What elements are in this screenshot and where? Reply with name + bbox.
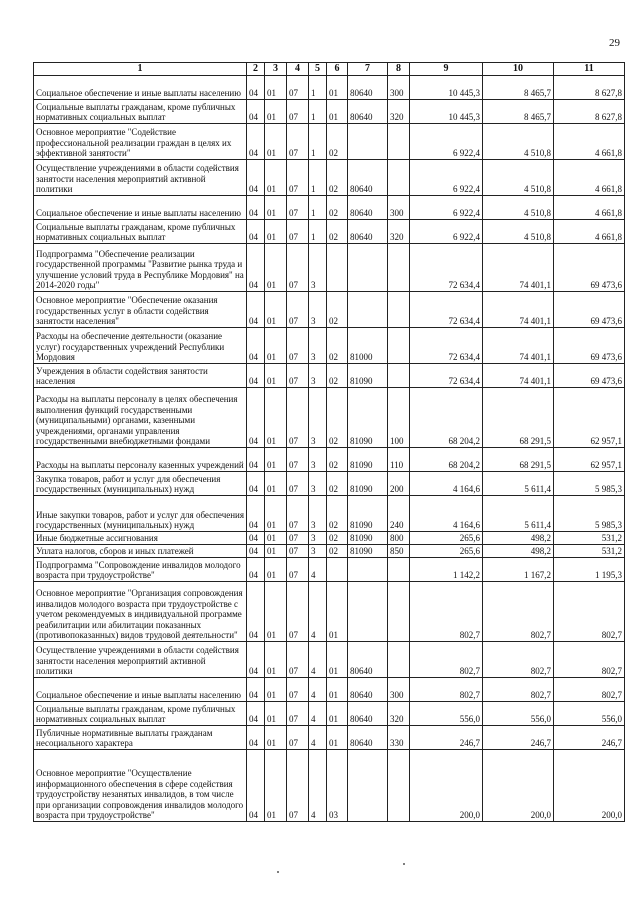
- code-cell: 07: [287, 364, 309, 388]
- code-cell: [388, 292, 410, 328]
- header-cell: 3: [265, 63, 287, 76]
- code-cell: [348, 558, 388, 582]
- code-cell: 1: [309, 160, 327, 196]
- code-cell: 07: [287, 726, 309, 750]
- code-cell: 80640: [348, 100, 388, 124]
- code-cell: 01: [265, 496, 287, 532]
- code-cell: 3: [309, 545, 327, 558]
- code-cell: 01: [327, 642, 348, 678]
- code-cell: 80640: [348, 220, 388, 244]
- code-cell: 01: [265, 642, 287, 678]
- code-cell: 07: [287, 196, 309, 220]
- code-cell: [327, 558, 348, 582]
- code-cell: 300: [388, 678, 410, 702]
- code-cell: 320: [388, 100, 410, 124]
- code-cell: 4: [309, 558, 327, 582]
- code-cell: [388, 582, 410, 642]
- code-cell: [388, 642, 410, 678]
- value-cell: 8 627,8: [554, 76, 625, 100]
- value-cell: 5 611,4: [483, 496, 554, 532]
- table-row: [34, 582, 625, 642]
- code-cell: 80640: [348, 76, 388, 100]
- code-cell: 01: [327, 702, 348, 726]
- code-cell: 07: [287, 642, 309, 678]
- code-cell: 04: [247, 196, 265, 220]
- row-name-cell: Основное мероприятие "Осуществление информационного обеспечения в сфере содействия трудоустройству незанятых инвалидов, в том числе при организации сопровождения инвалидов молодого возраста при трудоустройстве": [34, 750, 247, 822]
- code-cell: 04: [247, 448, 265, 472]
- code-cell: 4: [309, 702, 327, 726]
- code-cell: 07: [287, 220, 309, 244]
- value-cell: 5 985,3: [554, 496, 625, 532]
- code-cell: 07: [287, 388, 309, 448]
- code-cell: 81090: [348, 364, 388, 388]
- table-row: [34, 750, 625, 822]
- code-cell: 3: [309, 388, 327, 448]
- code-cell: 02: [327, 545, 348, 558]
- value-cell: 4 510,8: [483, 160, 554, 196]
- value-cell: 72 634,4: [410, 292, 483, 328]
- code-cell: 01: [327, 726, 348, 750]
- value-cell: 74 401,1: [483, 364, 554, 388]
- code-cell: 02: [327, 328, 348, 364]
- code-cell: 01: [265, 702, 287, 726]
- code-cell: 4: [309, 678, 327, 702]
- code-cell: 07: [287, 244, 309, 292]
- code-cell: 850: [388, 545, 410, 558]
- value-cell: 246,7: [410, 726, 483, 750]
- value-cell: 6 922,4: [410, 196, 483, 220]
- code-cell: 01: [265, 100, 287, 124]
- value-cell: 68 204,2: [410, 448, 483, 472]
- code-cell: 03: [327, 750, 348, 822]
- code-cell: [348, 292, 388, 328]
- code-cell: 80640: [348, 196, 388, 220]
- value-cell: 72 634,4: [410, 364, 483, 388]
- table-row: [34, 496, 625, 532]
- table-row: [34, 388, 625, 448]
- value-cell: 74 401,1: [483, 244, 554, 292]
- code-cell: 320: [388, 220, 410, 244]
- value-cell: 556,0: [410, 702, 483, 726]
- code-cell: 1: [309, 76, 327, 100]
- code-cell: [388, 124, 410, 160]
- row-name-cell: Закупка товаров, работ и услуг для обеспечения государственных (муниципальных) нужд: [34, 472, 247, 496]
- code-cell: 07: [287, 496, 309, 532]
- code-cell: 01: [265, 448, 287, 472]
- value-cell: 802,7: [410, 582, 483, 642]
- code-cell: [388, 328, 410, 364]
- row-name-cell: Уплата налогов, сборов и иных платежей: [34, 545, 247, 558]
- value-cell: 531,2: [554, 545, 625, 558]
- code-cell: 1: [309, 196, 327, 220]
- code-cell: 81090: [348, 448, 388, 472]
- value-cell: 69 473,6: [554, 244, 625, 292]
- code-cell: 81090: [348, 496, 388, 532]
- value-cell: 531,2: [554, 532, 625, 545]
- code-cell: 01: [265, 558, 287, 582]
- row-name-cell: Социальное обеспечение и иные выплаты населению: [34, 678, 247, 702]
- code-cell: 04: [247, 292, 265, 328]
- code-cell: 81090: [348, 545, 388, 558]
- code-cell: 02: [327, 220, 348, 244]
- value-cell: 62 957,1: [554, 448, 625, 472]
- code-cell: 01: [327, 678, 348, 702]
- code-cell: [388, 160, 410, 196]
- value-cell: 802,7: [410, 678, 483, 702]
- code-cell: 02: [327, 160, 348, 196]
- table-row: [34, 545, 625, 558]
- code-cell: 04: [247, 750, 265, 822]
- table-row: [34, 292, 625, 328]
- code-cell: [388, 750, 410, 822]
- code-cell: 04: [247, 496, 265, 532]
- code-cell: 02: [327, 388, 348, 448]
- table-row: [34, 702, 625, 726]
- code-cell: 240: [388, 496, 410, 532]
- code-cell: 80640: [348, 726, 388, 750]
- value-cell: 265,6: [410, 532, 483, 545]
- code-cell: 02: [327, 292, 348, 328]
- header-cell: 11: [554, 63, 625, 76]
- value-cell: 10 445,3: [410, 100, 483, 124]
- value-cell: 200,0: [554, 750, 625, 822]
- header-cell: 4: [287, 63, 309, 76]
- header-cell: 2: [247, 63, 265, 76]
- value-cell: 5 985,3: [554, 472, 625, 496]
- code-cell: 100: [388, 388, 410, 448]
- table-row: [34, 76, 625, 100]
- value-cell: 802,7: [483, 642, 554, 678]
- value-cell: 4 661,8: [554, 160, 625, 196]
- value-cell: 68 291,5: [483, 448, 554, 472]
- code-cell: 01: [265, 160, 287, 196]
- code-cell: 04: [247, 76, 265, 100]
- value-cell: 8 627,8: [554, 100, 625, 124]
- code-cell: 80640: [348, 642, 388, 678]
- code-cell: 01: [265, 750, 287, 822]
- code-cell: 01: [265, 726, 287, 750]
- code-cell: 81090: [348, 388, 388, 448]
- code-cell: 110: [388, 448, 410, 472]
- table-row: [34, 642, 625, 678]
- code-cell: 07: [287, 532, 309, 545]
- code-cell: 01: [265, 532, 287, 545]
- code-cell: 04: [247, 472, 265, 496]
- row-name-cell: Социальные выплаты гражданам, кроме публичных нормативных социальных выплат: [34, 100, 247, 124]
- table-row: [34, 472, 625, 496]
- code-cell: 04: [247, 364, 265, 388]
- code-cell: 80640: [348, 678, 388, 702]
- value-cell: 4 661,8: [554, 124, 625, 160]
- row-name-cell: Расходы на обеспечение деятельности (оказание услуг) государственных учреждений Республики Мордовия: [34, 328, 247, 364]
- code-cell: 02: [327, 532, 348, 545]
- value-cell: 6 922,4: [410, 124, 483, 160]
- header-cell: 1: [34, 63, 247, 76]
- value-cell: 4 510,8: [483, 124, 554, 160]
- table-row: [34, 160, 625, 196]
- scan-speck: [277, 871, 279, 873]
- code-cell: 07: [287, 558, 309, 582]
- code-cell: 02: [327, 196, 348, 220]
- code-cell: 01: [265, 244, 287, 292]
- header-row: [34, 63, 625, 76]
- header-cell: 7: [348, 63, 388, 76]
- value-cell: 802,7: [483, 678, 554, 702]
- code-cell: 04: [247, 532, 265, 545]
- table-row: [34, 558, 625, 582]
- code-cell: 04: [247, 124, 265, 160]
- code-cell: 01: [265, 124, 287, 160]
- row-name-cell: Основное мероприятие "Содействие профессиональной реализации граждан в целях их эффективной занятости": [34, 124, 247, 160]
- value-cell: 74 401,1: [483, 328, 554, 364]
- code-cell: 02: [327, 496, 348, 532]
- row-name-cell: Основное мероприятие "Обеспечение оказания государственных услуг в области содействия занятости населения": [34, 292, 247, 328]
- value-cell: 72 634,4: [410, 244, 483, 292]
- code-cell: 3: [309, 328, 327, 364]
- code-cell: 04: [247, 100, 265, 124]
- row-name-cell: Учреждения в области содействия занятости населения: [34, 364, 247, 388]
- code-cell: [388, 244, 410, 292]
- row-name-cell: Социальные выплаты гражданам, кроме публичных нормативных социальных выплат: [34, 702, 247, 726]
- code-cell: 02: [327, 364, 348, 388]
- value-cell: 4 661,8: [554, 196, 625, 220]
- code-cell: 4: [309, 642, 327, 678]
- row-name-cell: Публичные нормативные выплаты гражданам несоциального характера: [34, 726, 247, 750]
- scan-speck: [403, 863, 405, 865]
- code-cell: 04: [247, 642, 265, 678]
- value-cell: 4 164,6: [410, 496, 483, 532]
- code-cell: 81090: [348, 532, 388, 545]
- table-row: [34, 364, 625, 388]
- code-cell: [388, 364, 410, 388]
- table-row: [34, 244, 625, 292]
- code-cell: 07: [287, 160, 309, 196]
- code-cell: 04: [247, 220, 265, 244]
- value-cell: 4 661,8: [554, 220, 625, 244]
- value-cell: 498,2: [483, 532, 554, 545]
- value-cell: 62 957,1: [554, 388, 625, 448]
- code-cell: 4: [309, 750, 327, 822]
- header-cell: 5: [309, 63, 327, 76]
- code-cell: 04: [247, 388, 265, 448]
- code-cell: 04: [247, 545, 265, 558]
- code-cell: [348, 124, 388, 160]
- code-cell: 01: [327, 76, 348, 100]
- value-cell: 6 922,4: [410, 160, 483, 196]
- header-cell: 9: [410, 63, 483, 76]
- row-name-cell: Расходы на выплаты персоналу в целях обеспечения выполнения функций государственными (муниципальными) органами, казенными учреждениями, органами управления государственными внебюджетными фондами: [34, 388, 247, 448]
- value-cell: 556,0: [483, 702, 554, 726]
- value-cell: 200,0: [410, 750, 483, 822]
- value-cell: 4 164,6: [410, 472, 483, 496]
- code-cell: 07: [287, 582, 309, 642]
- table-row: [34, 100, 625, 124]
- code-cell: 07: [287, 702, 309, 726]
- code-cell: 3: [309, 496, 327, 532]
- value-cell: 802,7: [483, 582, 554, 642]
- code-cell: 04: [247, 558, 265, 582]
- table-row: [34, 220, 625, 244]
- code-cell: 81090: [348, 472, 388, 496]
- code-cell: 04: [247, 160, 265, 196]
- header-cell: 6: [327, 63, 348, 76]
- value-cell: 74 401,1: [483, 292, 554, 328]
- code-cell: 200: [388, 472, 410, 496]
- code-cell: 07: [287, 328, 309, 364]
- header-cell: 8: [388, 63, 410, 76]
- row-name-cell: Подпрограмма "Сопровождение инвалидов молодого возраста при трудоустройстве": [34, 558, 247, 582]
- header-cell: 10: [483, 63, 554, 76]
- code-cell: 04: [247, 678, 265, 702]
- table-body: [34, 63, 625, 822]
- code-cell: 02: [327, 472, 348, 496]
- row-name-cell: Иные закупки товаров, работ и услуг для обеспечения государственных (муниципальных) нужд: [34, 496, 247, 532]
- code-cell: 04: [247, 582, 265, 642]
- code-cell: 01: [265, 220, 287, 244]
- table-row: [34, 448, 625, 472]
- value-cell: 200,0: [483, 750, 554, 822]
- code-cell: 07: [287, 292, 309, 328]
- row-name-cell: Социальное обеспечение и иные выплаты населению: [34, 196, 247, 220]
- code-cell: 07: [287, 124, 309, 160]
- code-cell: 07: [287, 750, 309, 822]
- code-cell: 04: [247, 726, 265, 750]
- code-cell: 3: [309, 532, 327, 545]
- budget-table: [33, 62, 625, 822]
- code-cell: 4: [309, 726, 327, 750]
- row-name-cell: Расходы на выплаты персоналу казенных учреждений: [34, 448, 247, 472]
- code-cell: 02: [327, 448, 348, 472]
- code-cell: 4: [309, 582, 327, 642]
- row-name-cell: Социальное обеспечение и иные выплаты населению: [34, 76, 247, 100]
- code-cell: 01: [265, 76, 287, 100]
- code-cell: 01: [327, 582, 348, 642]
- code-cell: 04: [247, 244, 265, 292]
- value-cell: 802,7: [554, 582, 625, 642]
- code-cell: 01: [265, 472, 287, 496]
- value-cell: 68 291,5: [483, 388, 554, 448]
- row-name-cell: Основное мероприятие "Организация сопровождения инвалидов молодого возраста при трудоустройстве с учетом рекомендуемых в индивидуальной программе реабилитации или абилитации показанных (противопоказанных) видов трудовой деятельности": [34, 582, 247, 642]
- table-row: [34, 678, 625, 702]
- code-cell: 800: [388, 532, 410, 545]
- value-cell: 5 611,4: [483, 472, 554, 496]
- code-cell: [388, 558, 410, 582]
- value-cell: 8 465,7: [483, 76, 554, 100]
- code-cell: 04: [247, 702, 265, 726]
- code-cell: 07: [287, 100, 309, 124]
- code-cell: [327, 244, 348, 292]
- code-cell: 3: [309, 448, 327, 472]
- code-cell: 01: [265, 582, 287, 642]
- value-cell: 802,7: [410, 642, 483, 678]
- code-cell: 01: [265, 364, 287, 388]
- value-cell: 246,7: [554, 726, 625, 750]
- table-row: [34, 196, 625, 220]
- code-cell: 01: [265, 292, 287, 328]
- value-cell: 1 167,2: [483, 558, 554, 582]
- code-cell: 80640: [348, 702, 388, 726]
- code-cell: 02: [327, 124, 348, 160]
- code-cell: 3: [309, 472, 327, 496]
- value-cell: 69 473,6: [554, 328, 625, 364]
- value-cell: 1 195,3: [554, 558, 625, 582]
- value-cell: 4 510,8: [483, 196, 554, 220]
- table-row: [34, 328, 625, 364]
- value-cell: 10 445,3: [410, 76, 483, 100]
- code-cell: 01: [265, 388, 287, 448]
- code-cell: 330: [388, 726, 410, 750]
- value-cell: 246,7: [483, 726, 554, 750]
- code-cell: 81000: [348, 328, 388, 364]
- code-cell: 1: [309, 220, 327, 244]
- code-cell: 1: [309, 100, 327, 124]
- row-name-cell: Подпрограмма "Обеспечение реализации государственной программы "Развитие рынка труда и улучшение условий труда в Республике Мордовия" на 2014-2020 годы": [34, 244, 247, 292]
- code-cell: 07: [287, 545, 309, 558]
- value-cell: 4 510,8: [483, 220, 554, 244]
- code-cell: 01: [265, 545, 287, 558]
- row-name-cell: Осуществление учреждениями в области содействия занятости населения мероприятий активной политики: [34, 160, 247, 196]
- code-cell: [348, 244, 388, 292]
- value-cell: 69 473,6: [554, 292, 625, 328]
- code-cell: 01: [265, 196, 287, 220]
- code-cell: 3: [309, 364, 327, 388]
- value-cell: 498,2: [483, 545, 554, 558]
- code-cell: 1: [309, 124, 327, 160]
- value-cell: 1 142,2: [410, 558, 483, 582]
- code-cell: 04: [247, 328, 265, 364]
- row-name-cell: Иные бюджетные ассигнования: [34, 532, 247, 545]
- code-cell: 07: [287, 472, 309, 496]
- row-name-cell: Социальные выплаты гражданам, кроме публичных нормативных социальных выплат: [34, 220, 247, 244]
- code-cell: [348, 582, 388, 642]
- value-cell: 72 634,4: [410, 328, 483, 364]
- table-row: [34, 726, 625, 750]
- code-cell: 01: [327, 100, 348, 124]
- value-cell: 8 465,7: [483, 100, 554, 124]
- value-cell: 265,6: [410, 545, 483, 558]
- code-cell: 320: [388, 702, 410, 726]
- code-cell: 07: [287, 76, 309, 100]
- code-cell: 3: [309, 244, 327, 292]
- value-cell: 802,7: [554, 642, 625, 678]
- table-row: [34, 532, 625, 545]
- code-cell: [348, 750, 388, 822]
- code-cell: 07: [287, 678, 309, 702]
- value-cell: 802,7: [554, 678, 625, 702]
- value-cell: 69 473,6: [554, 364, 625, 388]
- code-cell: 80640: [348, 160, 388, 196]
- code-cell: 07: [287, 448, 309, 472]
- value-cell: 6 922,4: [410, 220, 483, 244]
- value-cell: 556,0: [554, 702, 625, 726]
- code-cell: 300: [388, 76, 410, 100]
- row-name-cell: Осуществление учреждениями в области содействия занятости населения мероприятий активной политики: [34, 642, 247, 678]
- code-cell: 3: [309, 292, 327, 328]
- code-cell: 01: [265, 328, 287, 364]
- table-row: [34, 124, 625, 160]
- code-cell: 01: [265, 678, 287, 702]
- page-number: 29: [609, 37, 620, 49]
- code-cell: 300: [388, 196, 410, 220]
- value-cell: 68 204,2: [410, 388, 483, 448]
